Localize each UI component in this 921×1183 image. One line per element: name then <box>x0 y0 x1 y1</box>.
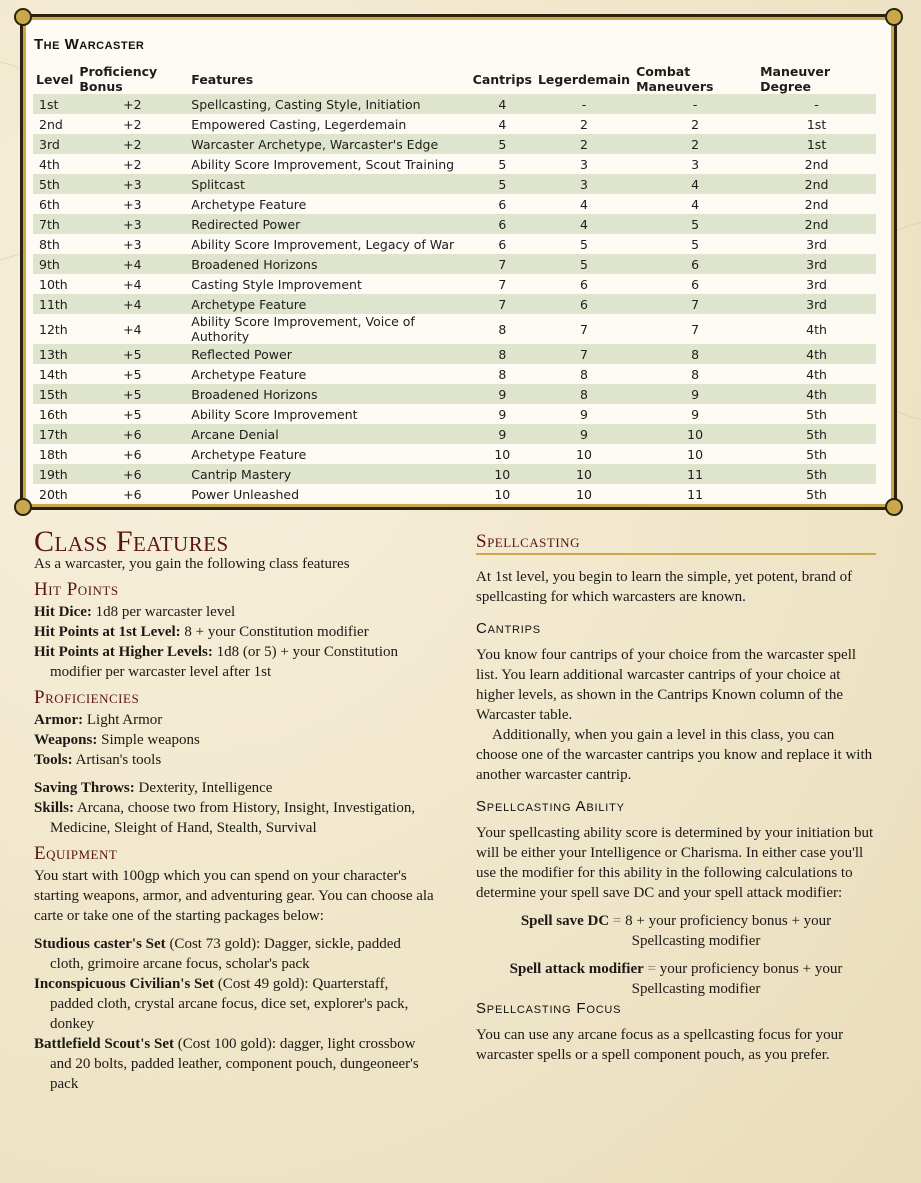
cell-level: 12th <box>39 321 68 337</box>
cell-level: 6th <box>39 196 60 212</box>
cell-level: 19th <box>39 466 68 482</box>
hp-higher-levels: Hit Points at Higher Levels: 1d8 (or 5) + your Constitution modifier per warcaster level after 1st <box>34 644 398 680</box>
warcaster-table <box>33 64 876 504</box>
cell-maneuver-degree: 4th <box>806 386 827 402</box>
skills: Skills: Arcana, choose two from History, Insight, Investigation, Medicine, Sleight of Hand, Stealth, Survival <box>34 800 416 836</box>
cell-maneuver-degree: 1st <box>806 116 827 132</box>
spellcasting-heading: Spellcasting <box>476 532 876 555</box>
cell-combat-maneuvers: 9 <box>691 386 700 402</box>
table-title: The Warcaster <box>34 36 145 53</box>
cell-maneuver-degree: 2nd <box>804 176 829 192</box>
table-row <box>33 384 876 404</box>
cell-maneuver-degree: - <box>814 96 819 112</box>
header-legerdemain: Legerdemain <box>537 71 631 87</box>
cell-features: Broadened Horizons <box>191 256 318 272</box>
cell-features: Warcaster Archetype, Warcaster's Edge <box>191 136 439 152</box>
armor-proficiency: Armor: Light Armor <box>34 712 163 728</box>
cell-proficiency: +2 <box>123 156 142 172</box>
table-row <box>33 484 876 504</box>
cell-cantrips: 4 <box>498 96 507 112</box>
package-studious: Studious caster's Set (Cost 73 gold): Dagger, sickle, padded cloth, grimoire arcane focus, scholar's pack <box>34 936 401 972</box>
cell-maneuver-degree: 3rd <box>806 296 827 312</box>
cell-features: Empowered Casting, Legerdemain <box>191 116 407 132</box>
cell-cantrips: 6 <box>498 216 507 232</box>
header-combat-maneuvers: Combat Maneuvers <box>636 64 714 94</box>
header-maneuver-degree: Maneuver Degree <box>760 64 831 94</box>
cell-features: Redirected Power <box>191 216 301 232</box>
cell-features: Archetype Feature <box>191 296 307 312</box>
cell-legerdemain: - <box>581 96 587 112</box>
cell-legerdemain: 2 <box>580 136 588 152</box>
table-row <box>33 234 876 254</box>
cell-maneuver-degree: 4th <box>806 366 827 382</box>
package-inconspicuous: Inconspicuous Civilian's Set (Cost 49 gold): Quarterstaff, padded cloth, crystal arcane focus, dice set, explorer's pack, donkey <box>34 976 409 1032</box>
cell-proficiency: +2 <box>123 136 142 152</box>
spellcasting-focus-paragraph: You can use any arcane focus as a spellcasting focus for your warcaster spells or a spell component pouch, as you prefer. <box>476 1027 844 1063</box>
cell-combat-maneuvers: 6 <box>691 276 700 292</box>
cell-legerdemain: 3 <box>580 176 588 192</box>
cell-features: Casting Style Improvement <box>191 276 362 292</box>
cell-maneuver-degree: 5th <box>806 446 827 462</box>
cell-combat-maneuvers: 8 <box>691 346 700 362</box>
cell-legerdemain: 9 <box>580 406 588 422</box>
cell-level: 16th <box>39 406 68 422</box>
table-row <box>33 134 876 154</box>
cell-cantrips: 9 <box>498 406 507 422</box>
cell-proficiency: +3 <box>123 196 142 212</box>
cell-legerdemain: 6 <box>580 276 588 292</box>
cell-cantrips: 8 <box>498 346 507 362</box>
cell-cantrips: 7 <box>498 296 507 312</box>
cell-level: 2nd <box>39 116 63 132</box>
table-row <box>33 424 876 444</box>
class-features-title: Class Features <box>34 525 229 558</box>
cell-features: Cantrip Mastery <box>191 466 292 482</box>
cell-features: Splitcast <box>191 176 245 192</box>
table-row <box>33 464 876 484</box>
cell-level: 7th <box>39 216 60 232</box>
cell-proficiency: +3 <box>123 236 142 252</box>
equipment-intro: You start with 100gp which you can spend on your character's starting weapons, armor, and adventuring gear. You can choose ala carte or take one of the starting packages below: <box>34 868 434 924</box>
cell-proficiency: +5 <box>123 346 142 362</box>
header-level: Level <box>36 71 74 87</box>
cell-cantrips: 10 <box>494 466 511 482</box>
cell-combat-maneuvers: 7 <box>691 321 700 337</box>
cell-combat-maneuvers: 2 <box>691 116 700 132</box>
cell-legerdemain: 4 <box>580 196 588 212</box>
spellcasting-ability-heading: Spellcasting Ability <box>476 798 625 815</box>
cell-maneuver-degree: 5th <box>806 486 827 502</box>
cell-proficiency: +4 <box>123 296 142 312</box>
cell-features: Ability Score Improvement, Scout Training <box>191 156 455 172</box>
cantrips-paragraph-2: Additionally, when you gain a level in this class, you can choose one of the warcaster cantrips you know and replace it with another warcaster cantrip. <box>476 727 873 783</box>
cell-proficiency: +3 <box>123 176 142 192</box>
cell-combat-maneuvers: 10 <box>687 426 704 442</box>
cell-legerdemain: 9 <box>580 426 588 442</box>
cell-cantrips: 4 <box>498 116 507 132</box>
frame-corner-ornament <box>14 498 32 516</box>
package-battlefield: Battlefield Scout's Set (Cost 100 gold): dagger, light crossbow and 20 bolts, padded leather, component pouch, dungeoneer's pack <box>34 1036 419 1092</box>
cell-combat-maneuvers: 7 <box>691 296 700 312</box>
hit-points-heading: Hit Points <box>34 579 119 600</box>
equipment-heading: Equipment <box>34 843 118 864</box>
cell-maneuver-degree: 5th <box>806 466 827 482</box>
cell-legerdemain: 4 <box>580 216 588 232</box>
left-column <box>34 525 434 1094</box>
cell-features: Power Unleashed <box>191 486 300 502</box>
cell-legerdemain: 2 <box>580 116 588 132</box>
spell-save-dc-formula: Spell save DC = 8 + your proficiency bonus + your Spellcasting modifier <box>520 913 832 949</box>
cell-legerdemain: 8 <box>580 386 588 402</box>
table-row <box>33 154 876 174</box>
spell-attack-formula: Spell attack modifier = your proficiency bonus + your Spellcasting modifier <box>509 961 843 997</box>
cell-features: Spellcasting, Casting Style, Initiation <box>191 96 421 112</box>
cell-features: Archetype Feature <box>191 446 307 462</box>
cell-legerdemain: 5 <box>580 236 588 252</box>
cell-maneuver-degree: 3rd <box>806 256 827 272</box>
table-row <box>33 294 876 314</box>
cell-maneuver-degree: 3rd <box>806 236 827 252</box>
cell-cantrips: 8 <box>498 321 507 337</box>
table-row <box>33 404 876 424</box>
cell-legerdemain: 10 <box>576 466 592 482</box>
cell-maneuver-degree: 2nd <box>804 156 829 172</box>
cell-maneuver-degree: 4th <box>806 321 827 337</box>
table-row <box>33 364 876 384</box>
cell-combat-maneuvers: 11 <box>687 486 704 502</box>
cell-cantrips: 5 <box>498 136 507 152</box>
cell-cantrips: 7 <box>498 276 507 292</box>
cell-maneuver-degree: 5th <box>806 426 827 442</box>
cell-combat-maneuvers: - <box>692 96 698 112</box>
frame-corner-ornament <box>885 8 903 26</box>
table-row <box>33 214 876 234</box>
cell-maneuver-degree: 5th <box>806 406 827 422</box>
table-row <box>33 444 876 464</box>
cell-cantrips: 10 <box>494 446 511 462</box>
cell-features: Ability Score Improvement, Legacy of War <box>191 236 455 252</box>
cell-features: Archetype Feature <box>191 196 307 212</box>
table-row <box>33 254 876 274</box>
table-header-row <box>33 64 876 94</box>
cell-proficiency: +4 <box>123 321 142 337</box>
cell-combat-maneuvers: 11 <box>687 466 704 482</box>
cell-cantrips: 9 <box>498 426 507 442</box>
cell-combat-maneuvers: 2 <box>691 136 700 152</box>
table-row <box>33 174 876 194</box>
header-cantrips: Cantrips <box>472 71 532 87</box>
right-column <box>476 532 876 1065</box>
cell-legerdemain: 7 <box>580 321 588 337</box>
cell-legerdemain: 8 <box>580 366 588 382</box>
cell-maneuver-degree: 2nd <box>804 196 829 212</box>
cell-maneuver-degree: 1st <box>806 136 827 152</box>
cell-features: Archetype Feature <box>191 366 307 382</box>
cell-cantrips: 10 <box>494 486 511 502</box>
hp-first-level: Hit Points at 1st Level: 8 + your Constitution modifier <box>34 624 369 640</box>
spellcasting-intro: At 1st level, you begin to learn the simple, yet potent, brand of spellcasting for which warcasters are known. <box>476 569 853 605</box>
cell-maneuver-degree: 4th <box>806 346 827 362</box>
cell-proficiency: +2 <box>123 116 142 132</box>
cell-legerdemain: 7 <box>580 346 588 362</box>
saving-throws: Saving Throws: Dexterity, Intelligence <box>34 780 273 796</box>
cell-level: 10th <box>39 276 68 292</box>
cell-proficiency: +2 <box>123 96 142 112</box>
cell-combat-maneuvers: 9 <box>691 406 700 422</box>
tools-proficiency: Tools: Artisan's tools <box>34 752 162 768</box>
cell-cantrips: 9 <box>498 386 507 402</box>
cell-cantrips: 5 <box>498 156 507 172</box>
cell-combat-maneuvers: 6 <box>691 256 700 272</box>
cell-proficiency: +6 <box>123 486 142 502</box>
cell-cantrips: 6 <box>498 236 507 252</box>
cell-cantrips: 8 <box>498 366 507 382</box>
cell-legerdemain: 3 <box>580 156 588 172</box>
cell-level: 1st <box>39 96 59 112</box>
cell-level: 14th <box>39 366 68 382</box>
cell-level: 9th <box>39 256 60 272</box>
cell-cantrips: 5 <box>498 176 507 192</box>
cell-maneuver-degree: 2nd <box>804 216 829 232</box>
cell-proficiency: +5 <box>123 386 142 402</box>
cell-level: 3rd <box>39 136 60 152</box>
cell-level: 20th <box>39 486 68 502</box>
cell-legerdemain: 6 <box>580 296 588 312</box>
cell-combat-maneuvers: 3 <box>691 156 700 172</box>
proficiencies-heading: Proficiencies <box>34 687 140 708</box>
table-row <box>33 314 876 344</box>
table-row <box>33 114 876 134</box>
cell-combat-maneuvers: 5 <box>691 236 700 252</box>
cell-level: 11th <box>39 296 68 312</box>
cell-maneuver-degree: 3rd <box>806 276 827 292</box>
cell-legerdemain: 5 <box>580 256 588 272</box>
cell-level: 4th <box>39 156 60 172</box>
cell-combat-maneuvers: 5 <box>691 216 700 232</box>
cell-features: Reflected Power <box>191 346 292 362</box>
header-features: Features <box>191 71 254 87</box>
cell-combat-maneuvers: 8 <box>691 366 700 382</box>
cell-cantrips: 6 <box>498 196 507 212</box>
frame-corner-ornament <box>885 498 903 516</box>
intro-text: As a warcaster, you gain the following class features <box>34 556 350 572</box>
cell-features: Broadened Horizons <box>191 386 318 402</box>
cell-features: Ability Score Improvement <box>191 406 358 422</box>
cell-proficiency: +6 <box>123 466 142 482</box>
header-proficiency: Proficiency Bonus <box>79 64 158 94</box>
table-row <box>33 274 876 294</box>
cantrips-paragraph-1: You know four cantrips of your choice from the warcaster spell list. You learn additional warcaster cantrips of your choice at higher levels, as shown in the Cantrips Known column of the Warcaster table. <box>476 647 857 723</box>
cell-level: 17th <box>39 426 68 442</box>
frame-corner-ornament <box>14 8 32 26</box>
cell-combat-maneuvers: 4 <box>691 176 700 192</box>
cell-level: 13th <box>39 346 68 362</box>
cell-combat-maneuvers: 4 <box>691 196 700 212</box>
cell-proficiency: +6 <box>123 446 142 462</box>
cell-level: 8th <box>39 236 60 252</box>
cell-proficiency: +3 <box>123 216 142 232</box>
cell-features: Arcane Denial <box>191 426 279 442</box>
cell-legerdemain: 10 <box>576 486 592 502</box>
table-row <box>33 94 876 114</box>
cell-cantrips: 7 <box>498 256 507 272</box>
cell-proficiency: +5 <box>123 366 142 382</box>
table-row <box>33 344 876 364</box>
table-row <box>33 194 876 214</box>
cell-features: Ability Score Improvement, Voice of Authority <box>191 314 415 344</box>
spellcasting-focus-heading: Spellcasting Focus <box>476 1000 622 1017</box>
cell-proficiency: +4 <box>123 276 142 292</box>
cell-proficiency: +5 <box>123 406 142 422</box>
cell-legerdemain: 10 <box>576 446 592 462</box>
cell-level: 5th <box>39 176 60 192</box>
cell-level: 18th <box>39 446 68 462</box>
cantrips-heading: Cantrips <box>476 620 541 637</box>
hit-dice: Hit Dice: 1d8 per warcaster level <box>34 604 236 620</box>
cell-proficiency: +6 <box>123 426 142 442</box>
spellcasting-ability-paragraph: Your spellcasting ability score is determined by your initiation but will be either your Intelligence or Charisma. In either case you'll use the modifier for this ability in the following calculations to determine your spell save DC and your spell attack modifier: <box>476 825 874 901</box>
cell-proficiency: +4 <box>123 256 142 272</box>
cell-level: 15th <box>39 386 68 402</box>
cell-combat-maneuvers: 10 <box>687 446 704 462</box>
weapons-proficiency: Weapons: Simple weapons <box>34 732 200 748</box>
